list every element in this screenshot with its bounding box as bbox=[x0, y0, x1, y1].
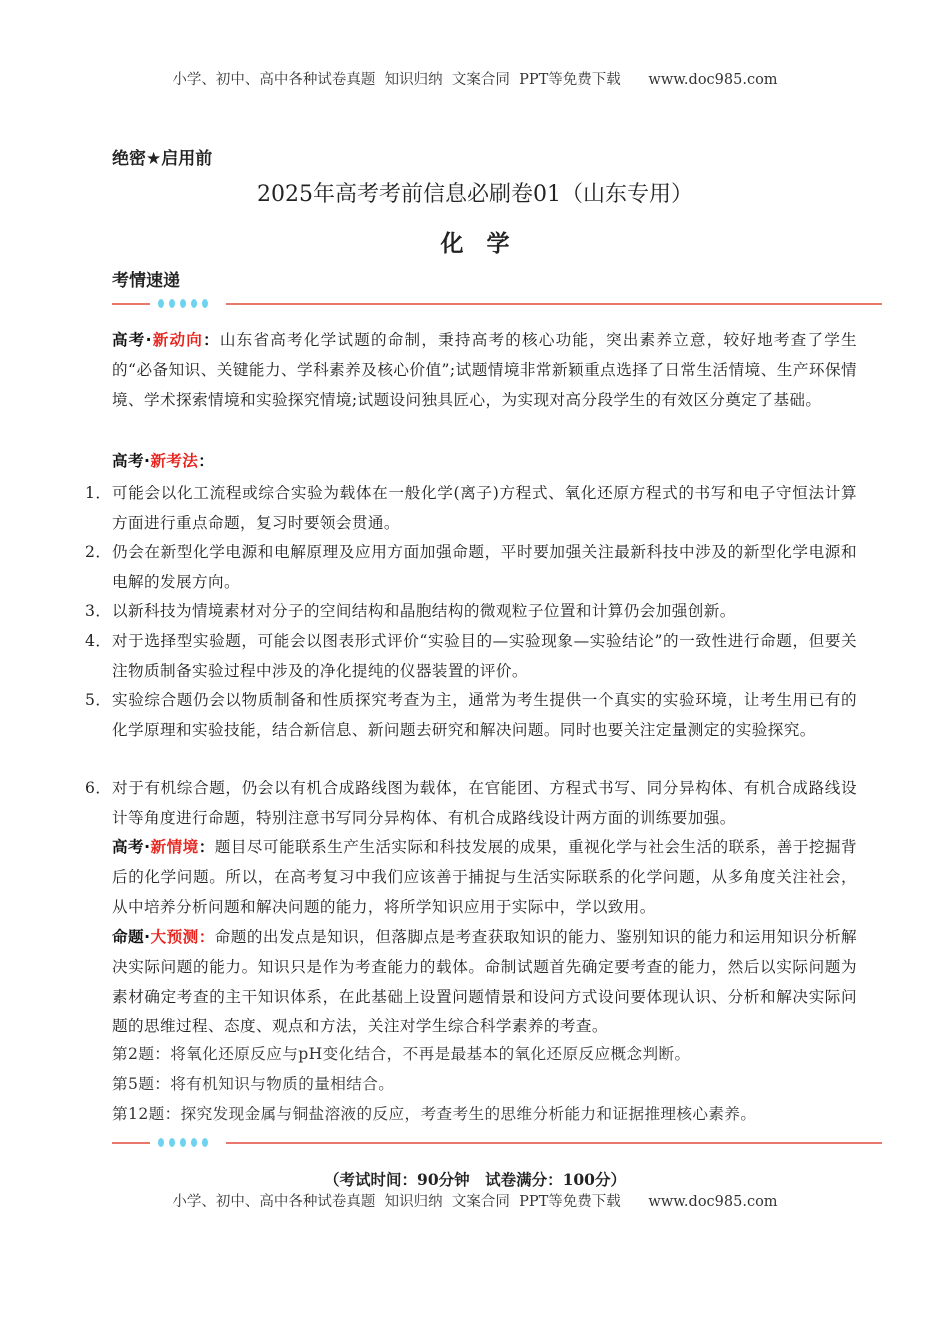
page-footer: 小学、初中、高中各种试卷真题 知识归纳 文案合同 PPT等免费下载 www.doc985.com bbox=[172, 1194, 778, 1210]
list-item bbox=[85, 686, 857, 746]
section-heading: 考情速递 bbox=[112, 271, 180, 291]
list-item bbox=[85, 538, 857, 598]
item-text: 对于有机综合题，仍会以有机合成路线图为载体，在官能团、方程式书写、同分异构体、有机合成路线设计等角度进行命题，特别注意书写同分异构体、有机合成路线设计两方面的训练要加强。 bbox=[112, 779, 857, 827]
item-text: 仍会在新型化学电源和电解原理及应用方面加强命题，平时要加强关注最新科技中涉及的新型化学电源和电解的发展方向。 bbox=[112, 543, 857, 591]
item-number: 2． bbox=[85, 543, 112, 561]
colon: ： bbox=[198, 452, 215, 470]
highlight: 大预测： bbox=[150, 928, 215, 946]
list-item bbox=[85, 479, 857, 539]
paragraph-text: 题目尽可能联系生产生活实际和科技发展的成果，重视化学与社会生活的联系，善于挖掘背后的化学问题。所以，在高考复习中我们应该善于捕捉与生活实际联系的化学问题，从多角度关注社会，从中培养分析问题和解决问题的能力，将所学知识应用于实际中，学以致用。 bbox=[112, 838, 858, 916]
section-divider bbox=[112, 1138, 882, 1148]
document-title: 2025年高考考前信息必刷卷01（山东专用） bbox=[257, 182, 693, 207]
section-divider bbox=[112, 299, 882, 309]
exam-info: （考试时间：90分钟 试卷满分：100分） bbox=[324, 1170, 626, 1189]
note-q12: 第12题：探究发现金属与铜盐溶液的反应，考查考生的思维分析能力和证据推理核心素养。 bbox=[112, 1105, 757, 1123]
subject-title: 化 学 bbox=[440, 231, 510, 257]
item-number: 1． bbox=[85, 484, 112, 502]
note-q2: 第2题：将氧化还原反应与pH变化结合，不再是最基本的氧化还原反应概念判断。 bbox=[112, 1045, 691, 1063]
secret-label: 绝密★启用前 bbox=[112, 149, 213, 169]
item-text: 对于选择型实验题，可能会以图表形式评价“实验目的—实验现象—实验结论”的一致性进行命题，但要关注物质制备实验过程中涉及的净化提纯的仪器装置的评价。 bbox=[112, 632, 857, 680]
item-number: 5． bbox=[85, 691, 112, 709]
colon: ： bbox=[203, 331, 220, 349]
paragraph-text: 山东省高考化学试题的命制，秉持高考的核心功能，突出素养立意，较好地考查了学生的“必备知识、关键能力、学科素养及核心价值”;试题情境非常新颖重点选择了日常生活情境、生产环保情境、学术探索情境和实验探究情境;试题设问独具匠心，为实现对高分段学生的有效区分奠定了基础。 bbox=[112, 331, 858, 409]
paragraph-new-trend bbox=[112, 326, 857, 415]
label: 高考· bbox=[112, 331, 152, 349]
item-text: 实验综合题仍会以物质制备和性质探究考查为主，通常为考生提供一个真实的实验环境，让考生用已有的化学原理和实验技能，结合新信息、新问题去研究和解决问题。同时也要关注定量测定的实验探究。 bbox=[112, 691, 857, 739]
label: 高考· bbox=[112, 452, 151, 470]
label: 命题· bbox=[112, 928, 151, 946]
item-number: 3． bbox=[85, 602, 112, 620]
highlight: 新情境 bbox=[150, 838, 199, 856]
list-item bbox=[85, 774, 857, 834]
highlight: 新动向 bbox=[151, 331, 204, 349]
item-number: 4． bbox=[85, 632, 112, 650]
paragraph-text: 命题的出发点是知识，但落脚点是考查获取知识的能力、鉴别知识的能力和运用知识分析解决实际问题的能力。知识只是作为考查能力的载体。命制试题首先确定要考查的能力，然后以实际问题为素材确定考查的主干知识体系，在此基础上设置问题情景和设问方式设问要体现认识、分析和解决实际问题的思维过程、态度、观点和方法，关注对学生综合科学素养的考查。 bbox=[112, 928, 857, 1036]
item-text: 可能会以化工流程或综合实验为载体在一般化学(离子)方程式、氧化还原方程式的书写和电子守恒法计算方面进行重点命题，复习时要领会贯通。 bbox=[112, 484, 857, 532]
list-item bbox=[85, 597, 857, 627]
note-q5: 第5题：将有机知识与物质的量相结合。 bbox=[112, 1075, 395, 1093]
item-number: 6． bbox=[85, 779, 112, 797]
label: 高考· bbox=[112, 838, 151, 856]
colon: ： bbox=[198, 838, 215, 856]
highlight: 新考法 bbox=[150, 452, 199, 470]
paragraph-new-context bbox=[112, 833, 857, 922]
page-header: 小学、初中、高中各种试卷真题 知识归纳 文案合同 PPT等免费下载 www.doc985.com bbox=[172, 72, 778, 88]
paragraph-prediction bbox=[112, 923, 857, 1042]
item-text: 以新科技为情境素材对分子的空间结构和晶胞结构的微观粒子位置和计算仍会加强创新。 bbox=[112, 602, 736, 620]
paragraph-new-method bbox=[112, 447, 857, 477]
list-item bbox=[85, 627, 857, 687]
